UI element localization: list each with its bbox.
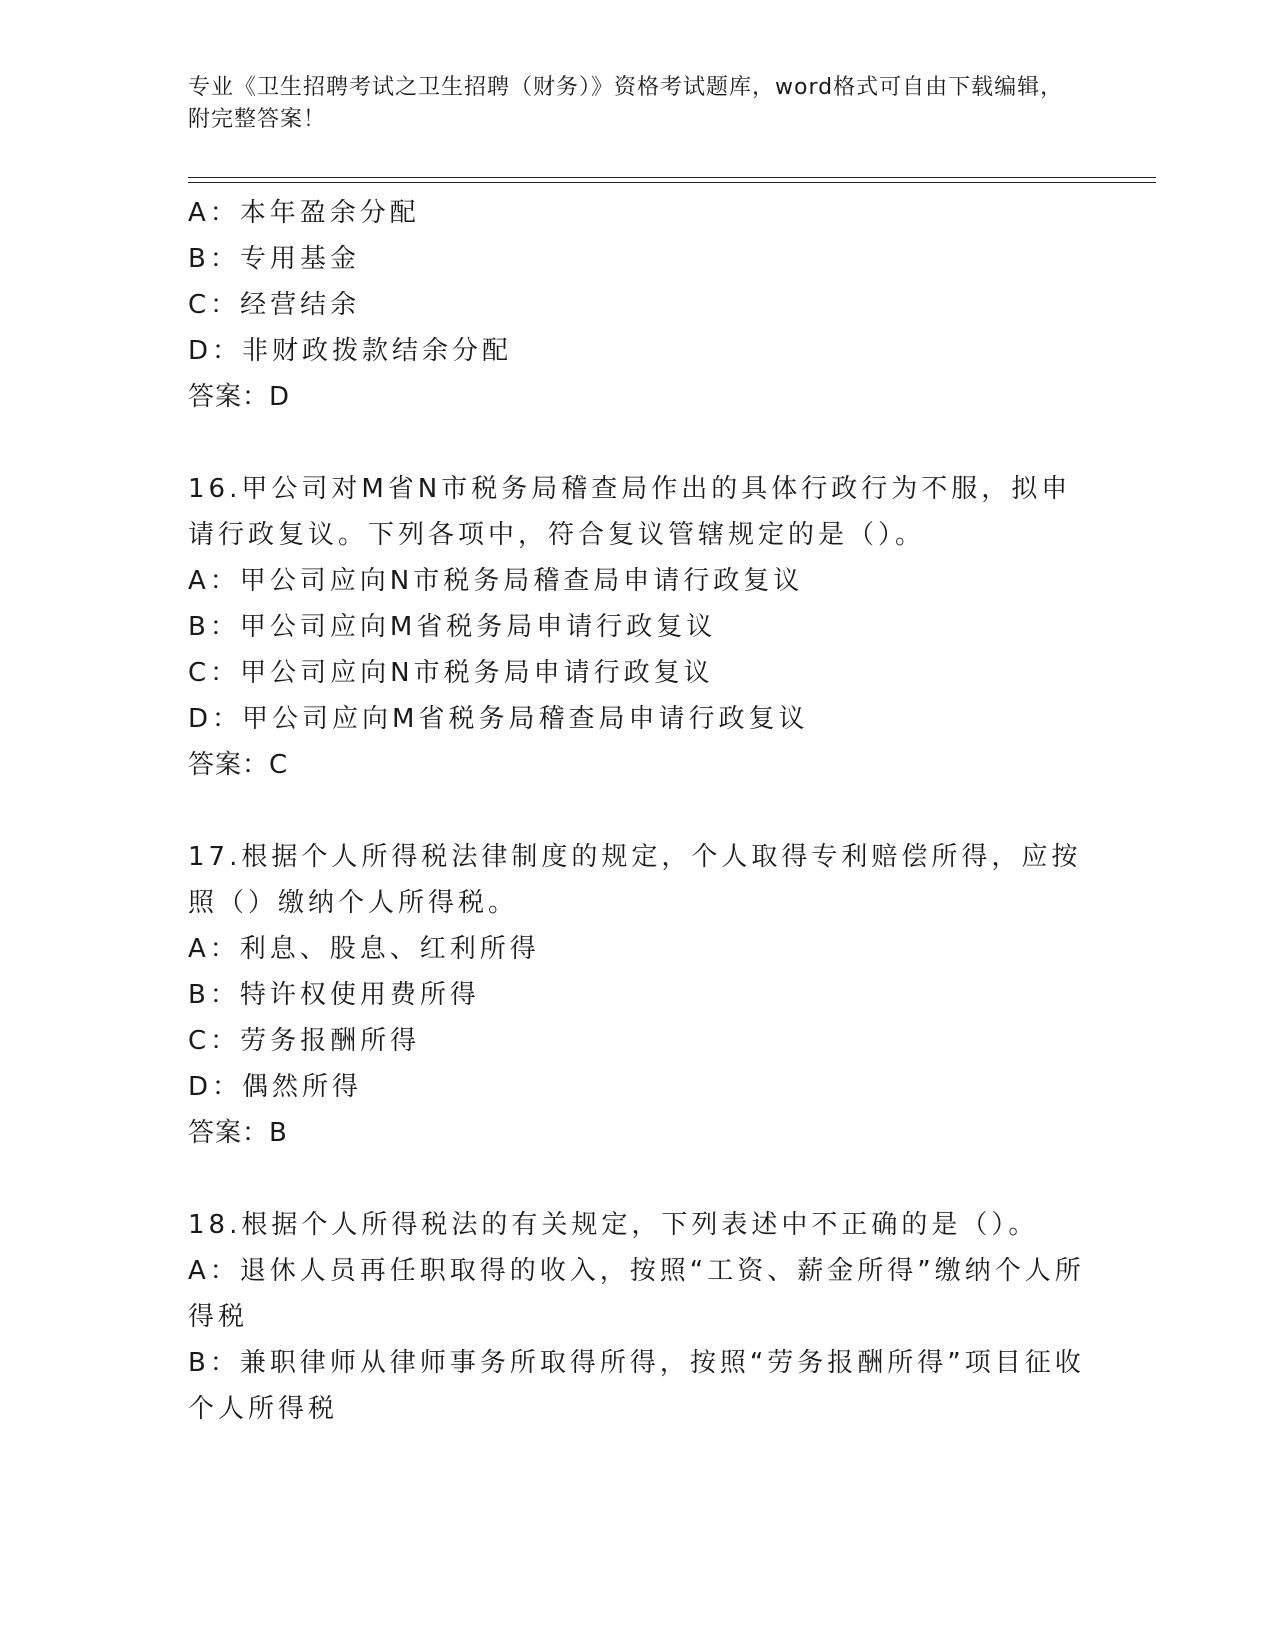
option-a: A：利息、股息、红利所得 [188, 934, 540, 964]
option-c: C：甲公司应向N市税务局申请行政复议 [188, 658, 714, 688]
option-c: C：劳务报酬所得 [188, 1026, 421, 1056]
option-b: B：兼职律师从律师事务所取得所得，按照“劳务报酬所得”项目征收个人所得税 [188, 1348, 1085, 1424]
option-a: A：甲公司应向N市税务局稽查局申请行政复议 [188, 566, 804, 596]
option-b: B：特许权使用费所得 [188, 980, 480, 1010]
spacer [188, 420, 1088, 466]
option-d: D：甲公司应向M省税务局稽查局申请行政复议 [188, 704, 809, 734]
question-list [188, 190, 1088, 1432]
option-b: B：甲公司应向M省税务局申请行政复议 [188, 612, 717, 642]
question-text: 18.根据个人所得税法的有关规定，下列表述中不正确的是（）。 [188, 1210, 1039, 1240]
header-divider-bottom [188, 182, 1156, 183]
question-16 [188, 466, 1088, 788]
option-b: B：专用基金 [188, 244, 360, 274]
question-text: 16.甲公司对M省N市税务局稽查局作出的具体行政行为不服，拟申请行政复议。下列各项中，符合复议管辖规定的是（）。 [188, 474, 1072, 550]
option-a: A：本年盈余分配 [188, 198, 420, 228]
spacer [188, 788, 1088, 834]
document-header: 专业《卫生招聘考试之卫生招聘（财务）》资格考试题库，word格式可自由下载编辑，附完整答案！ [188, 75, 1064, 132]
option-d: D：非财政拨款结余分配 [188, 336, 513, 366]
question-17 [188, 834, 1088, 1156]
answer: 答案：D [188, 382, 291, 412]
option-a: A：退休人员再任职取得的收入，按照“工资、薪金所得”缴纳个人所得税 [188, 1256, 1085, 1332]
header-divider-top [188, 177, 1156, 178]
option-c: C：经营结余 [188, 290, 361, 320]
question-18 [188, 1202, 1088, 1432]
question-15 [188, 190, 1088, 420]
option-d: D：偶然所得 [188, 1072, 363, 1102]
answer: 答案：B [188, 1118, 288, 1148]
question-text: 17.根据个人所得税法律制度的规定，个人取得专利赔偿所得，应按照（）缴纳个人所得税。 [188, 842, 1082, 918]
spacer [188, 1156, 1088, 1202]
answer: 答案：C [188, 750, 289, 780]
